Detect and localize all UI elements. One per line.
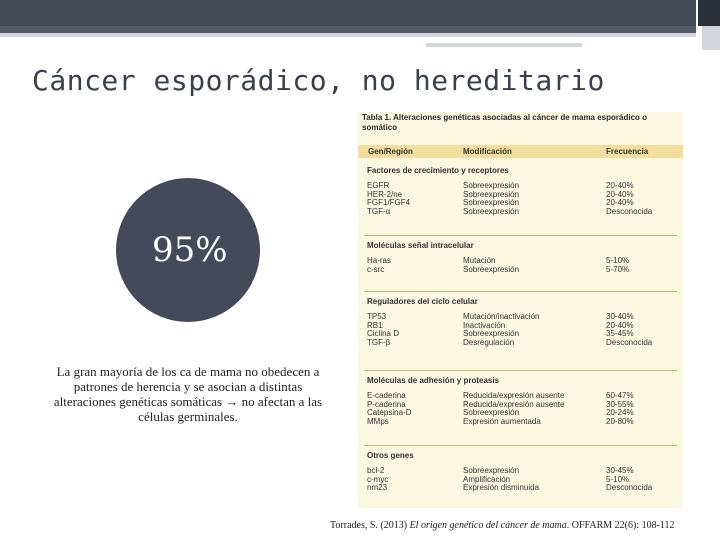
section-separator: [364, 235, 677, 236]
genetic-alterations-table: [358, 112, 683, 508]
table-cell-modification: Sobreexpresión: [463, 206, 520, 216]
column-header-frequency: Frecuencia: [606, 147, 649, 156]
slide-title: Cáncer esporádico, no hereditario: [32, 64, 605, 97]
right-accent-bar: [702, 26, 720, 50]
table-cell-frequency: 5-10%: [606, 474, 630, 484]
table-cell-gene: Ha-ras: [367, 256, 392, 265]
table-cell-gene: RB1: [367, 320, 383, 330]
header-stripe: [0, 26, 696, 33]
table-cell-modification: Sobreexpresión: [463, 264, 520, 274]
table-cell-frequency: 5-10%: [606, 256, 630, 265]
section-separator: [364, 445, 677, 446]
table-cell-frequency: 30-45%: [606, 466, 634, 475]
table-cell-gene: nm23: [367, 483, 388, 492]
table-cell-gene: MMps: [367, 416, 389, 426]
section-title: Reguladores del ciclo celular: [367, 297, 478, 306]
table-cell-gene: EGFR: [367, 181, 390, 190]
table-cell-gene: c-myc: [367, 474, 389, 484]
table-cell-gene: TGF-α: [367, 206, 391, 216]
table-cell-modification: Sobreexpresión: [463, 329, 520, 338]
table-cell-gene: c-src: [367, 264, 385, 274]
header-bar-corner: [698, 0, 720, 26]
table-cell-gene: FGF1/FGF4: [367, 198, 411, 207]
citation-suffix: . OFFARM 22(6): 108-112: [566, 520, 675, 531]
section-separator: [364, 370, 677, 371]
table-cell-modification: Sobreexpresión: [463, 408, 520, 417]
table-cell-modification: Inactivación: [463, 320, 506, 330]
table-cell-frequency: 20-40%: [606, 189, 634, 199]
section-title: Moléculas de adhesión y proteasis: [367, 376, 500, 385]
table-cell-gene: bcl-2: [367, 466, 385, 475]
table-cell-frequency: 5-70%: [606, 264, 630, 274]
table-cell-modification: Sobreexpresión: [463, 198, 520, 207]
body-text: La gran mayoría de los ca de mama no obedecen a patrones de herencia y se asocian a distintas alteraciones genéticas somáticas → no afectan a las células germinales.: [53, 364, 323, 424]
table-cell-frequency: 35-45%: [606, 329, 634, 338]
header-bar: [0, 0, 696, 26]
section-title: Otros genes: [367, 451, 414, 460]
column-header-gene: Gen/Región: [368, 147, 413, 156]
table-cell-gene: TP53: [367, 312, 387, 321]
table-cell-frequency: 20-24%: [606, 408, 634, 417]
table-cell-gene: Catepsina-D: [367, 408, 412, 417]
table-title: Tabla 1. Alteraciones genéticas asociadas al cáncer de mama esporádico o somático: [362, 113, 648, 132]
table-cell-frequency: 60-47%: [606, 391, 634, 400]
table-cell-gene: TGF-β: [367, 337, 391, 347]
table-cell-gene: E-caderina: [367, 391, 406, 400]
table-cell-modification: Expresión aumentada: [463, 416, 541, 426]
table-cell-frequency: 30-40%: [606, 312, 634, 321]
table-cell-modification: Amplificación: [463, 474, 511, 484]
table-cell-modification: Sobreexpresión: [463, 181, 520, 190]
table-cell-modification: Mutación/inactivación: [463, 312, 540, 321]
table-cell-modification: Mutación: [463, 256, 496, 265]
table-cell-modification: Desregulación: [463, 337, 515, 347]
accent-line: [426, 43, 582, 47]
table-cell-modification: Reducida/expresión ausente: [463, 399, 565, 409]
percentage-label: 95%: [152, 230, 228, 270]
section-title: Moléculas señal intracelular: [367, 241, 474, 250]
table-cell-modification: Expresión disminuida: [463, 483, 540, 492]
table-cell-modification: Sobreexpresión: [463, 189, 520, 199]
table-cell-frequency: 20-40%: [606, 320, 634, 330]
table-cell-frequency: Desconocida: [606, 483, 653, 492]
table-cell-gene: HER-2/ne: [367, 189, 403, 199]
section-separator: [364, 291, 677, 292]
table-cell-gene: Ciclina D: [367, 329, 400, 338]
column-header-modification: Modificación: [463, 147, 512, 156]
header-stripe-light: [0, 33, 696, 37]
citation-prefix: Torrades, S. (2013): [330, 520, 410, 531]
table-cell-gene: P-caderina: [367, 399, 406, 409]
table-cell-frequency: 20-40%: [606, 198, 634, 207]
table-cell-frequency: 20-80%: [606, 416, 634, 426]
table-cell-frequency: 30-55%: [606, 399, 634, 409]
table-cell-frequency: 20-40%: [606, 181, 634, 190]
table-cell-modification: Reducida/expresión ausente: [463, 391, 565, 400]
table-cell-frequency: Desconocida: [606, 337, 653, 347]
table-cell-modification: Sobreexpresión: [463, 466, 520, 475]
section-title: Factores de crecimiento y receptores: [367, 166, 509, 175]
citation: [330, 520, 675, 531]
citation-title: El origen genético del cáncer de mama: [409, 520, 567, 531]
table-cell-frequency: Desconocida: [606, 206, 653, 216]
